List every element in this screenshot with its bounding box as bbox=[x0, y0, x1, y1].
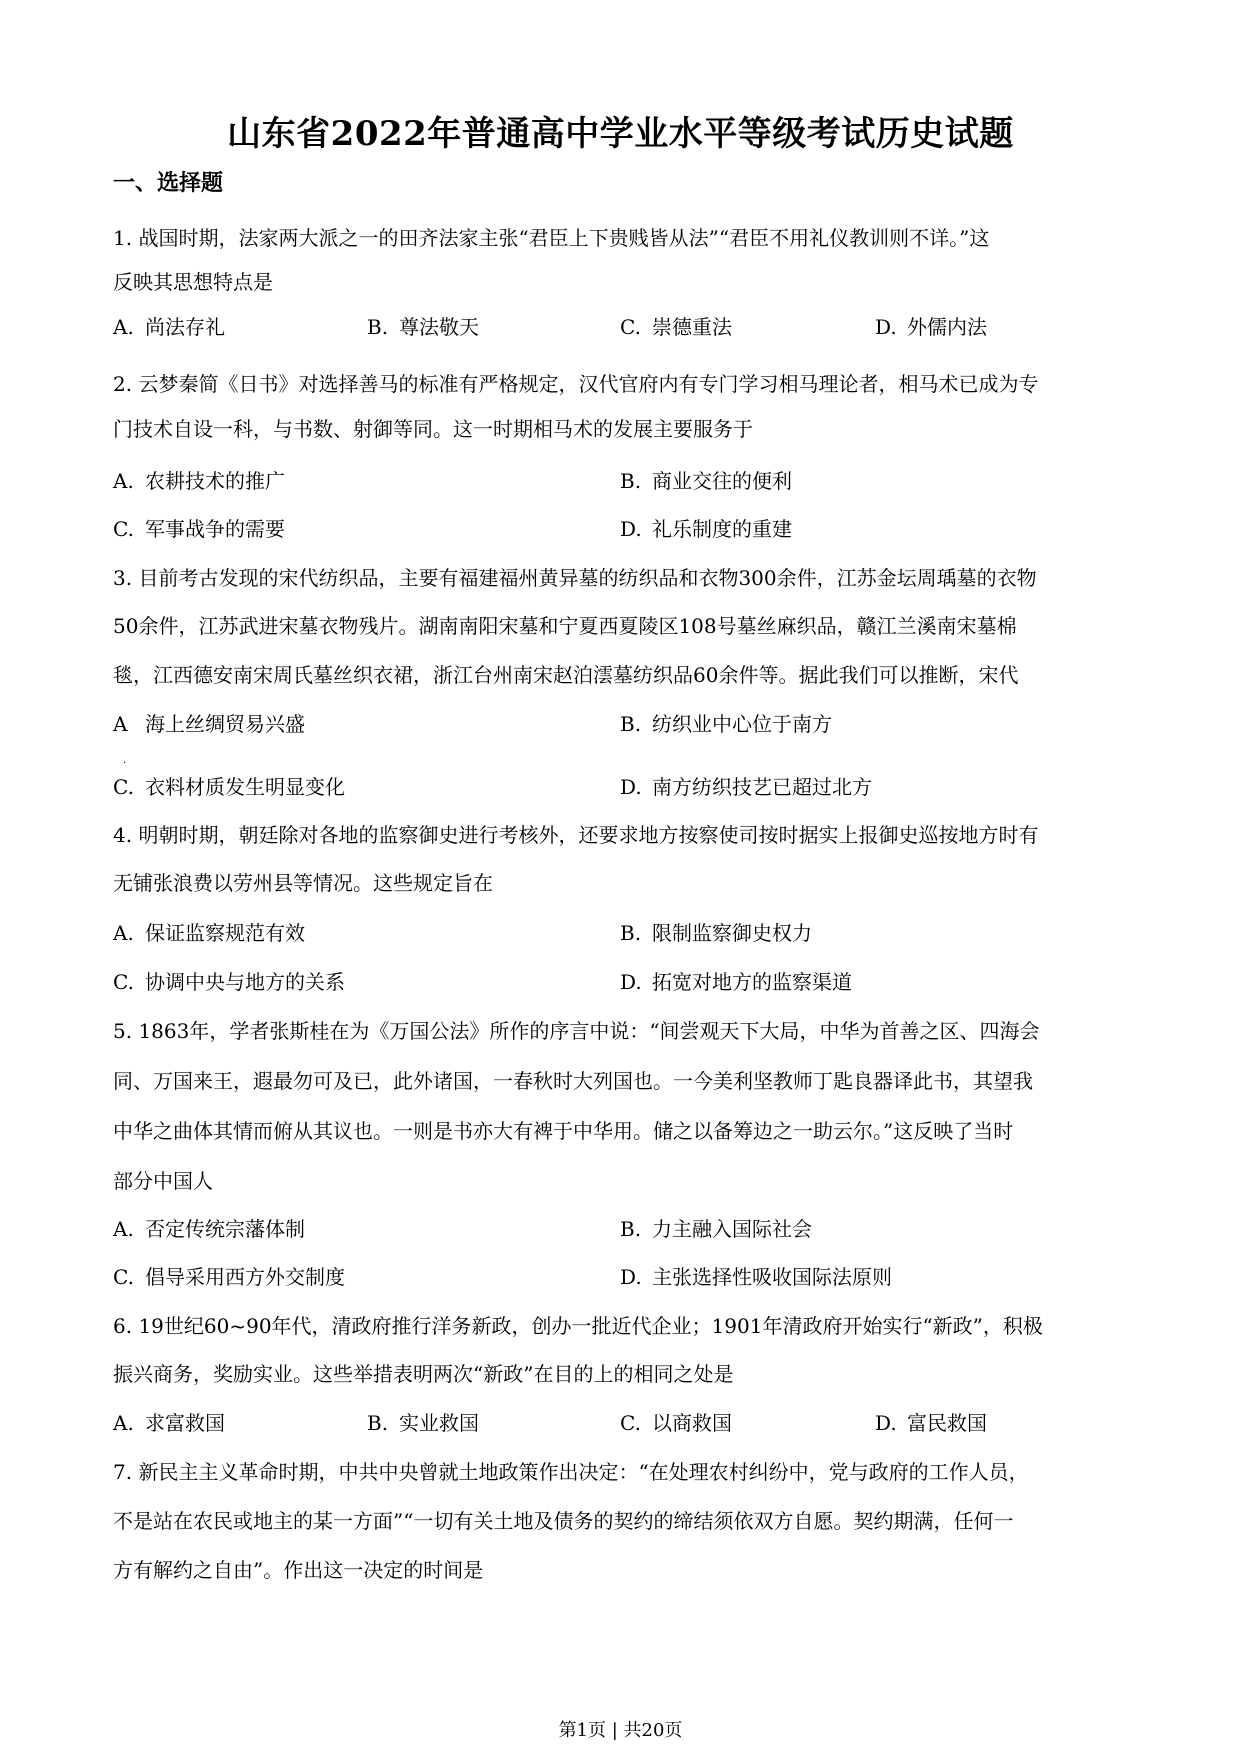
option-label: A. bbox=[113, 315, 134, 339]
q4-option-d[interactable] bbox=[620, 966, 852, 995]
q4-option-b[interactable] bbox=[620, 917, 812, 946]
q4-option-a[interactable] bbox=[113, 917, 305, 946]
q5-line-2: 同、万国来王，遐最勿可及已，此外诸国，一春秋时大列国也。一今美利坚教师丁匙良器译此书，其望我 bbox=[113, 1069, 1033, 1093]
option-text: 礼乐制度的重建 bbox=[652, 517, 792, 541]
option-text: 农耕技术的推广 bbox=[145, 469, 285, 493]
option-label: D. bbox=[620, 775, 642, 799]
option-label: A bbox=[113, 712, 128, 736]
q2-line-1: 2. 云梦秦简《日书》对选择善马的标准有严格规定，汉代官府内有专门学习相马理论者，相马术已成为专 bbox=[113, 372, 1039, 396]
option-text: 尊法敬天 bbox=[399, 315, 479, 339]
q5-line-3: 中华之曲体其情而俯从其议也。一则是书亦大有裨于中华用。储之以备筹边之一助云尔。”这反映了当时 bbox=[113, 1119, 1014, 1143]
option-label: A. bbox=[113, 921, 134, 945]
q3-option-c[interactable] bbox=[113, 771, 345, 800]
q7-line-3: 方有解约之自由”。作出这一决定的时间是 bbox=[113, 1558, 484, 1582]
q6-line-1: 6. 19世纪60~90年代，清政府推行洋务新政，创办一批近代企业；1901年清政府开始实行“新政”，积极 bbox=[113, 1314, 1043, 1338]
q4-line-1: 4. 明朝时期，朝廷除对各地的监察御史进行考核外，还要求地方按察使司按时据实上报御史巡按地方时有 bbox=[113, 823, 1039, 847]
q2-option-a[interactable] bbox=[113, 465, 285, 494]
q5-line-4: 部分中国人 bbox=[113, 1169, 213, 1193]
q7-line-1: 7. 新民主主义革命时期，中共中央曾就土地政策作出决定：“在处理农村纠纷中，党与政府的工作人员， bbox=[113, 1460, 1029, 1484]
q2-option-b[interactable] bbox=[620, 465, 792, 494]
option-label: D. bbox=[620, 1265, 642, 1289]
section-heading: 一、选择题 bbox=[113, 171, 224, 196]
q4-option-c[interactable] bbox=[113, 966, 345, 995]
option-label: D. bbox=[620, 970, 642, 994]
q3-line-3: 毯，江西德安南宋周氏墓丝织衣裙，浙江台州南宋赵泊澐墓纺织品60余件等。据此我们可以推断，宋代 bbox=[113, 663, 1019, 687]
stray-mark: · bbox=[123, 758, 127, 769]
option-text: 商业交往的便利 bbox=[652, 469, 792, 493]
option-text: 纺织业中心位于南方 bbox=[652, 712, 832, 736]
q3-line-1: 3. 目前考古发现的宋代纺织品，主要有福建福州黄异墓的纺织品和衣物300余件，江苏金坛周瑀墓的衣物 bbox=[113, 566, 1037, 590]
q6-option-b[interactable] bbox=[367, 1407, 479, 1436]
option-text: 南方纺织技艺已超过北方 bbox=[652, 775, 872, 799]
option-text: 拓宽对地方的监察渠道 bbox=[652, 970, 852, 994]
option-text: 军事战争的需要 bbox=[145, 517, 285, 541]
option-label: B. bbox=[620, 469, 642, 493]
q1-option-c[interactable] bbox=[620, 311, 732, 340]
q6-option-d[interactable] bbox=[875, 1407, 987, 1436]
q3-option-d[interactable] bbox=[620, 771, 872, 800]
option-text: 富民救国 bbox=[907, 1411, 987, 1435]
page-footer: 第1页 | 共20页 bbox=[558, 1720, 683, 1741]
option-label: B. bbox=[620, 712, 642, 736]
option-label: C. bbox=[113, 775, 134, 799]
q5-option-d[interactable] bbox=[620, 1261, 892, 1290]
option-text: 协调中央与地方的关系 bbox=[145, 970, 345, 994]
option-label: B. bbox=[367, 315, 389, 339]
q1-line-2: 反映其思想特点是 bbox=[113, 270, 273, 294]
page-title: 山东省2022年普通高中学业水平等级考试历史试题 bbox=[227, 114, 1014, 154]
q5-option-b[interactable] bbox=[620, 1213, 812, 1242]
q1-option-d[interactable] bbox=[875, 311, 987, 340]
q3-option-b[interactable] bbox=[620, 708, 832, 737]
option-label: D. bbox=[875, 315, 897, 339]
option-text: 求富救国 bbox=[145, 1411, 225, 1435]
option-label: C. bbox=[620, 1411, 641, 1435]
option-label: B. bbox=[367, 1411, 389, 1435]
option-text: 外儒内法 bbox=[907, 315, 987, 339]
option-text: 尚法存礼 bbox=[145, 315, 225, 339]
q3-line-2: 50余件，江苏武进宋墓衣物残片。湖南南阳宋墓和宁夏西夏陵区108号墓丝麻织品，赣江兰溪南宋墓棉 bbox=[113, 614, 1017, 638]
option-text: 力主融入国际社会 bbox=[652, 1217, 812, 1241]
q2-line-2: 门技术自设一科，与书数、射御等同。这一时期相马术的发展主要服务于 bbox=[113, 417, 753, 441]
q2-option-d[interactable] bbox=[620, 513, 792, 542]
q6-line-2: 振兴商务，奖励实业。这些举措表明两次“新政”在目的上的相同之处是 bbox=[113, 1362, 734, 1386]
option-label: C. bbox=[620, 315, 641, 339]
option-text: 倡导采用西方外交制度 bbox=[145, 1265, 345, 1289]
q4-line-2: 无铺张浪费以劳州县等情况。这些规定旨在 bbox=[113, 871, 493, 895]
option-label: D. bbox=[620, 517, 642, 541]
option-text: 以商救国 bbox=[652, 1411, 732, 1435]
option-label: B. bbox=[620, 1217, 642, 1241]
q5-option-a[interactable] bbox=[113, 1213, 305, 1242]
q2-option-c[interactable] bbox=[113, 513, 285, 542]
q5-option-c[interactable] bbox=[113, 1261, 345, 1290]
q1-option-a[interactable] bbox=[113, 311, 225, 340]
option-label: A. bbox=[113, 1411, 134, 1435]
q6-option-a[interactable] bbox=[113, 1407, 225, 1436]
option-label: C. bbox=[113, 1265, 134, 1289]
q5-line-1: 5. 1863年，学者张斯桂在为《万国公法》所作的序言中说：“间尝观天下大局，中华为首善之区、四海会 bbox=[113, 1019, 1040, 1043]
option-text: 衣料材质发生明显变化 bbox=[145, 775, 345, 799]
option-label: A. bbox=[113, 469, 134, 493]
q6-option-c[interactable] bbox=[620, 1407, 732, 1436]
q3-option-a[interactable] bbox=[113, 708, 305, 737]
option-label: C. bbox=[113, 970, 134, 994]
option-label: D. bbox=[875, 1411, 897, 1435]
option-text: 限制监察御史权力 bbox=[652, 921, 812, 945]
option-label: A. bbox=[113, 1217, 134, 1241]
option-text: 主张选择性吸收国际法原则 bbox=[652, 1265, 892, 1289]
option-text: 否定传统宗藩体制 bbox=[145, 1217, 305, 1241]
option-label: C. bbox=[113, 517, 134, 541]
option-text: 保证监察规范有效 bbox=[145, 921, 305, 945]
option-text: 实业救国 bbox=[399, 1411, 479, 1435]
option-label: B. bbox=[620, 921, 642, 945]
option-text: 海上丝绸贸易兴盛 bbox=[145, 712, 305, 736]
option-text: 崇德重法 bbox=[652, 315, 732, 339]
q7-line-2: 不是站在农民或地主的某一方面”“一切有关土地及债务的契约的缔结须依双方自愿。契约期满，任何一 bbox=[113, 1509, 1014, 1533]
q1-option-b[interactable] bbox=[367, 311, 479, 340]
q1-line-1: 1. 战国时期，法家两大派之一的田齐法家主张“君臣上下贵贱皆从法”“君臣不用礼仪教训则不详。”这 bbox=[113, 226, 990, 250]
